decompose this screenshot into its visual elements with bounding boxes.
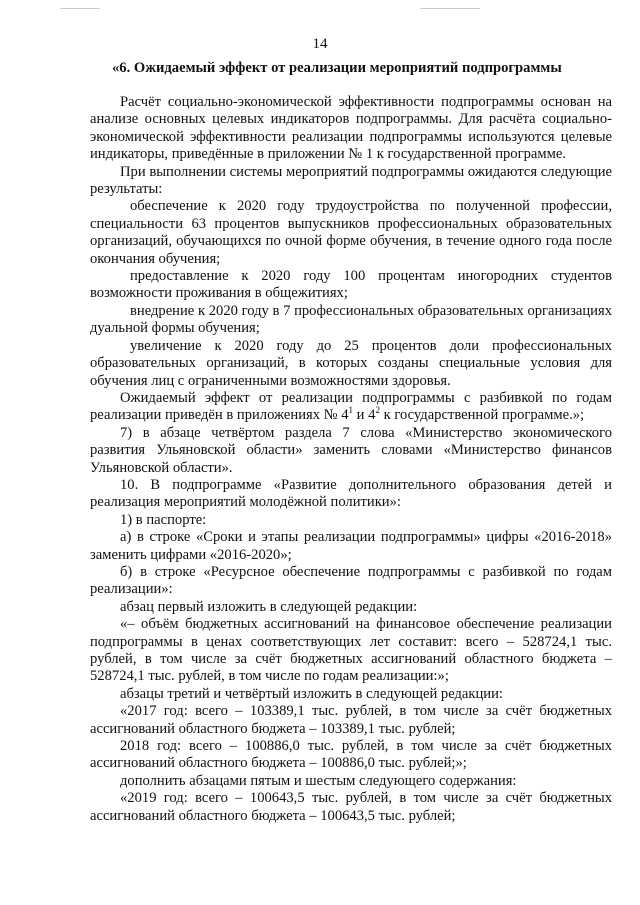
- paragraph: 10. В подпрограмме «Развитие дополнительного образования детей и реализация мероприятий молодёжной политики»:: [90, 476, 612, 511]
- paragraph: «2019 год: всего – 100643,5 тыс. рублей, в том числе за счёт бюджетных ассигнований областного бюджета – 100643,5 тыс. рублей;: [90, 790, 612, 824]
- paragraph: предоставление к 2020 году 100 процентам иногородних студентов возможности проживания в общежитиях;: [90, 268, 612, 302]
- paragraph: [90, 390, 612, 425]
- paragraph: увеличение к 2020 году до 25 процентов доли профессиональных образовательных организаций, в которых созданы специальные условия для обучения лиц с ограниченными возможностями здоровья.: [90, 337, 612, 389]
- paragraph: внедрение к 2020 году в 7 профессиональных образовательных организациях дуальной формы обучения;: [90, 302, 612, 337]
- paragraph: 1) в паспорте:: [120, 511, 207, 528]
- paragraph: обеспечение к 2020 году трудоустройства по полученной профессии, специальности 63 процентов выпускников профессиональных образовательных организаций, обучающихся по очной форме обучения, в течение одного года после окончания обучения;: [90, 198, 612, 267]
- page-number: 14: [312, 36, 328, 52]
- paragraph-text: Ожидаемый эффект от реализации подпрограммы с разбивкой по годам реализации приведён в приложениях № 4: [90, 389, 612, 424]
- scan-artifact: [420, 8, 480, 9]
- paragraph: 2018 год: всего – 100886,0 тыс. рублей, в том числе за счёт бюджетных ассигнований областного бюджета – 100886,0 тыс. рублей;»;: [90, 738, 612, 772]
- scan-artifact: [60, 8, 100, 9]
- superscript: 1: [348, 405, 354, 416]
- paragraph-text: к государственной программе.»;: [379, 407, 585, 424]
- paragraph: абзац первый изложить в следующей редакции:: [120, 598, 418, 615]
- document-body: [90, 94, 612, 825]
- superscript: 2: [375, 405, 380, 416]
- paragraph: При выполнении системы мероприятий подпрограммы ожидаются следующие результаты:: [90, 163, 612, 198]
- paragraph: б) в строке «Ресурсное обеспечение подпрограммы с разбивкой по годам реализации»:: [90, 563, 612, 598]
- paragraph-text: и 4: [353, 407, 376, 424]
- paragraph: «– объём бюджетных ассигнований на финансовое обеспечение реализации подпрограммы в ценах соответствующих лет составит: всего – 528724,1 тыс. рублей, в том числе за счёт бюджетных ассигнований областного бюджета – 528724,1 тыс. рублей, в том числе по годам реализации:»;: [90, 616, 612, 685]
- paragraph: Расчёт социально-экономической эффективности подпрограммы основан на анализе основных целевых индикаторов подпрограммы. Для расчёта социально-экономической эффективности реализации подпрограммы используются целевые индикаторы, приведённые в приложении № 1 к государственной программе.: [90, 94, 612, 163]
- paragraph: абзацы третий и четвёртый изложить в следующей редакции:: [120, 685, 503, 702]
- paragraph: дополнить абзацами пятым и шестым следующего содержания:: [120, 772, 517, 789]
- paragraph: а) в строке «Сроки и этапы реализации подпрограммы» цифры «2016-2018» заменить цифрами «2016-2020»;: [90, 529, 612, 563]
- section-heading: «6. Ожидаемый эффект от реализации мероприятий подпрограммы: [112, 60, 562, 76]
- paragraph: «2017 год: всего – 103389,1 тыс. рублей, в том числе за счёт бюджетных ассигнований областного бюджета – 103389,1 тыс. рублей;: [90, 703, 612, 737]
- paragraph: 7) в абзаце четвёртом раздела 7 слова «Министерство экономического развития Ульяновской области» заменить словами «Министерство финансов Ульяновской области».: [90, 424, 612, 476]
